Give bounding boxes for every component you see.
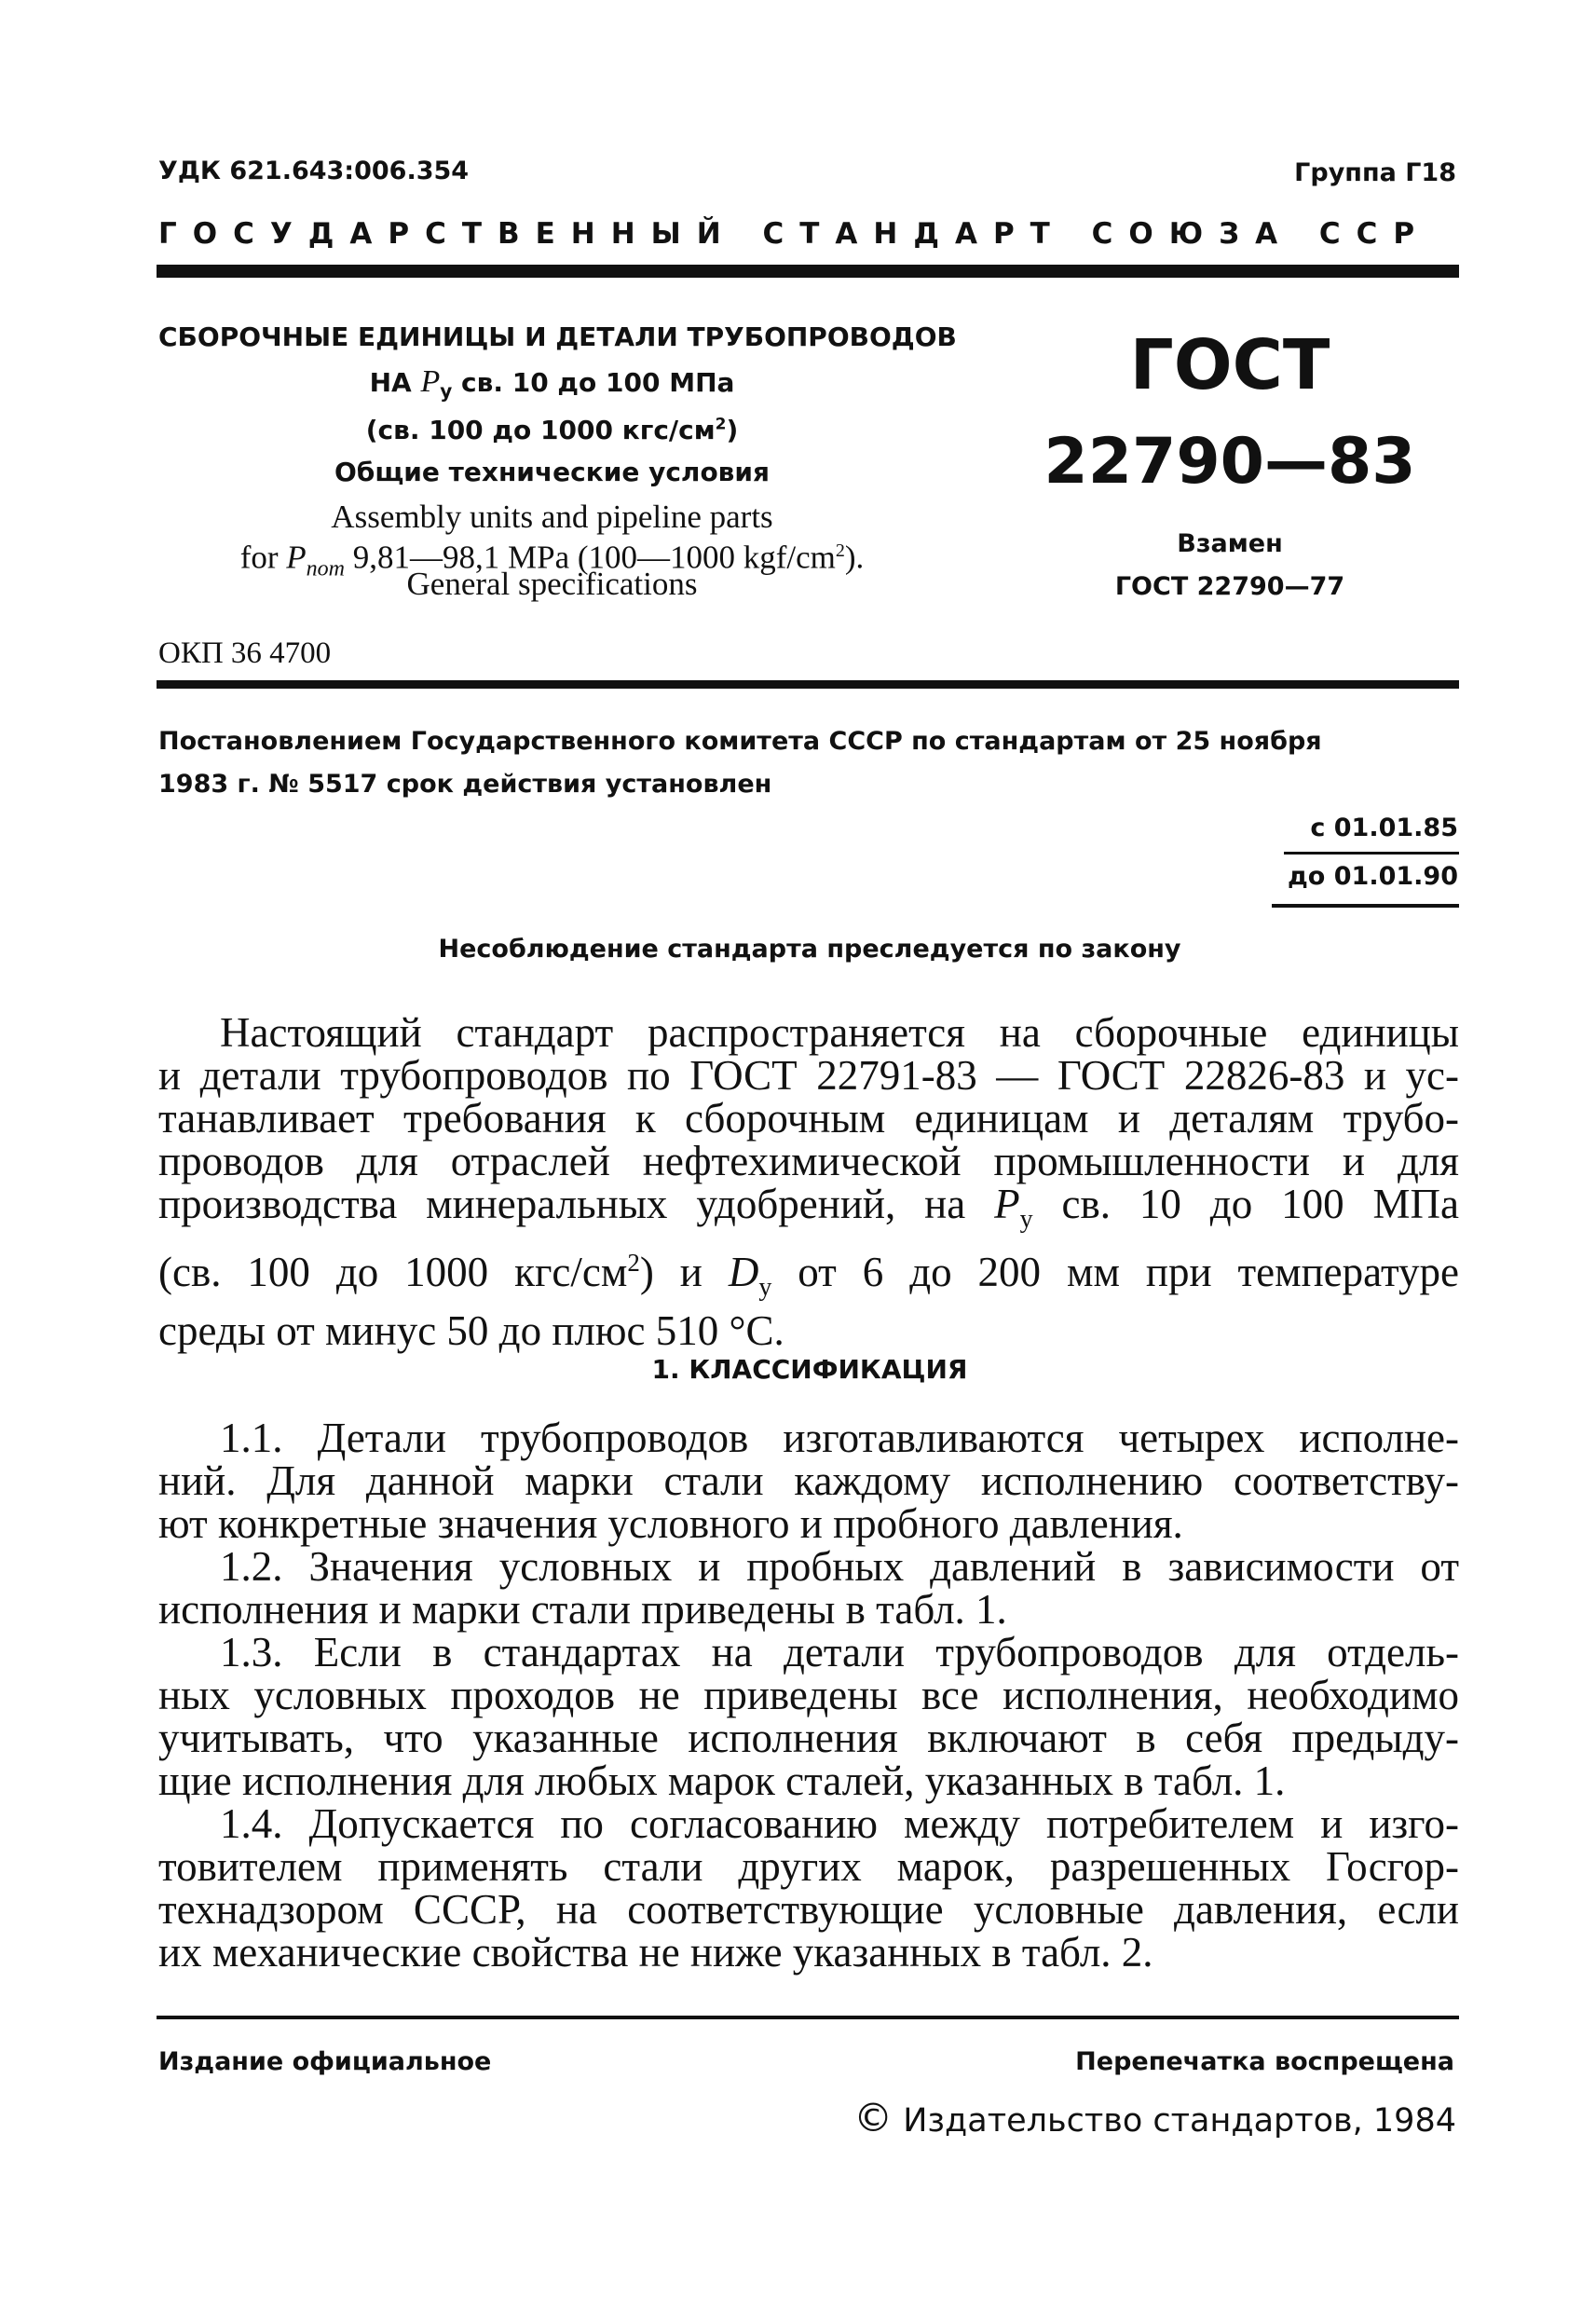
section-1-heading: 1. КЛАССИФИКАЦИЯ: [651, 1354, 968, 1385]
gost-label: ГОСТ: [1129, 325, 1330, 405]
header-rule-thick: [157, 265, 1459, 278]
section-1-body: [158, 1416, 1459, 1974]
valid-from: с 01.01.85: [1310, 814, 1458, 842]
okp-rule: [157, 680, 1459, 689]
decree-line-1: Постановлением Государственного комитета СССР по стандартам от 25 ноября: [158, 727, 1322, 756]
date-divider: [1284, 852, 1459, 855]
decree-line-2: 1983 г. № 5517 срок действия установлен: [158, 770, 772, 799]
title-line-3: (св. 100 до 1000 кгс/$см^2$): [365, 415, 739, 445]
clause-1-3: 1.3. Если в стандартах на детали трубопроводов для отдель- ных условных проходов не приведены все исполнения, необходимо учитывать, что указанные исполнения включают в себя предыду- щие исполнения для любых марок сталей, указанных в табл. 1.: [158, 1629, 1459, 1804]
udk-code: УДК 621.643:006.354: [158, 157, 470, 185]
valid-until: до 01.01.90: [1288, 862, 1458, 891]
official-edition: Издание официальное: [158, 2047, 492, 2076]
okp-code: ОКП 36 4700: [158, 636, 332, 670]
date-underline: [1272, 904, 1459, 908]
clause-1-1: 1.1. Детали трубопроводов изготавливаются четырех исполне- ний. Для данной марки стали каждому исполнению соответству- ют конкретные значения условного и пробного давления.: [158, 1415, 1459, 1547]
replaces-label: Взамен: [1177, 529, 1283, 558]
publisher: Издательство стандартов, 1984: [903, 2102, 1456, 2140]
title-en-line-3: General specifications: [406, 566, 698, 602]
title-line-1: СБОРОЧНЫЕ ЕДИНИЦЫ И ДЕТАЛИ ТРУБОПРОВОДОВ: [158, 321, 957, 352]
gost-number: 22790—83: [1044, 425, 1416, 499]
title-en-line-2: for $P_{nom}$ 9,81—98,1 MPa (100—1000 kgf/$cm^2$).: [239, 539, 865, 581]
title-line-4: Общие технические условия: [334, 457, 770, 487]
replaces-value: ГОСТ 22790—77: [1114, 572, 1345, 601]
state-standard-heading: ГОСУДАРСТВЕННЫЙ СТАНДАРТ СОЮЗА ССР: [158, 217, 1431, 251]
footer-rule: [157, 2016, 1459, 2019]
copyright-icon: ©: [853, 2095, 893, 2140]
legal-warning: Несоблюдение стандарта преследуется по закону: [438, 935, 1181, 964]
clause-1-2: 1.2. Значения условных и пробных давлений в зависимости от исполнения и марки стали приведены в табл. 1.: [158, 1543, 1459, 1633]
title-line-2: НА $P_у$ св. 10 до 100 МПа: [369, 364, 735, 403]
clause-1-4: 1.4. Допускается по согласованию между потребителем и изго- товителем применять стали других марок, разрешенных Госгор- технадзором СССР, на соответствующие условные давления, если их механические свойства не ниже указанных в табл. 2.: [158, 1800, 1459, 1976]
intro-paragraph: Настоящий стандарт распространяется на сборочные единицы и детали трубопроводов по ГОСТ 22791-83 — ГОСТ 22826-83 и ус- танавливает требования к сборочным единицам и деталям трубо- проводов для отраслей нефтехимической промышленности и для производства минеральных удобрений, на $P_у$ св. 10 до 100 МПа (св. 100 до 1000 кгс/$см^2$) и $D_у$ от 6 до 200 мм при температуре среды от минус 50 до плюс 510 °С.: [158, 1009, 1459, 1354]
copyright-line: [853, 2095, 1456, 2140]
group-code: Группа Г18: [1294, 158, 1456, 187]
title-en-line-1: Assembly units and pipeline parts: [331, 499, 773, 535]
reprint-notice: Перепечатка воспрещена: [1075, 2047, 1454, 2076]
